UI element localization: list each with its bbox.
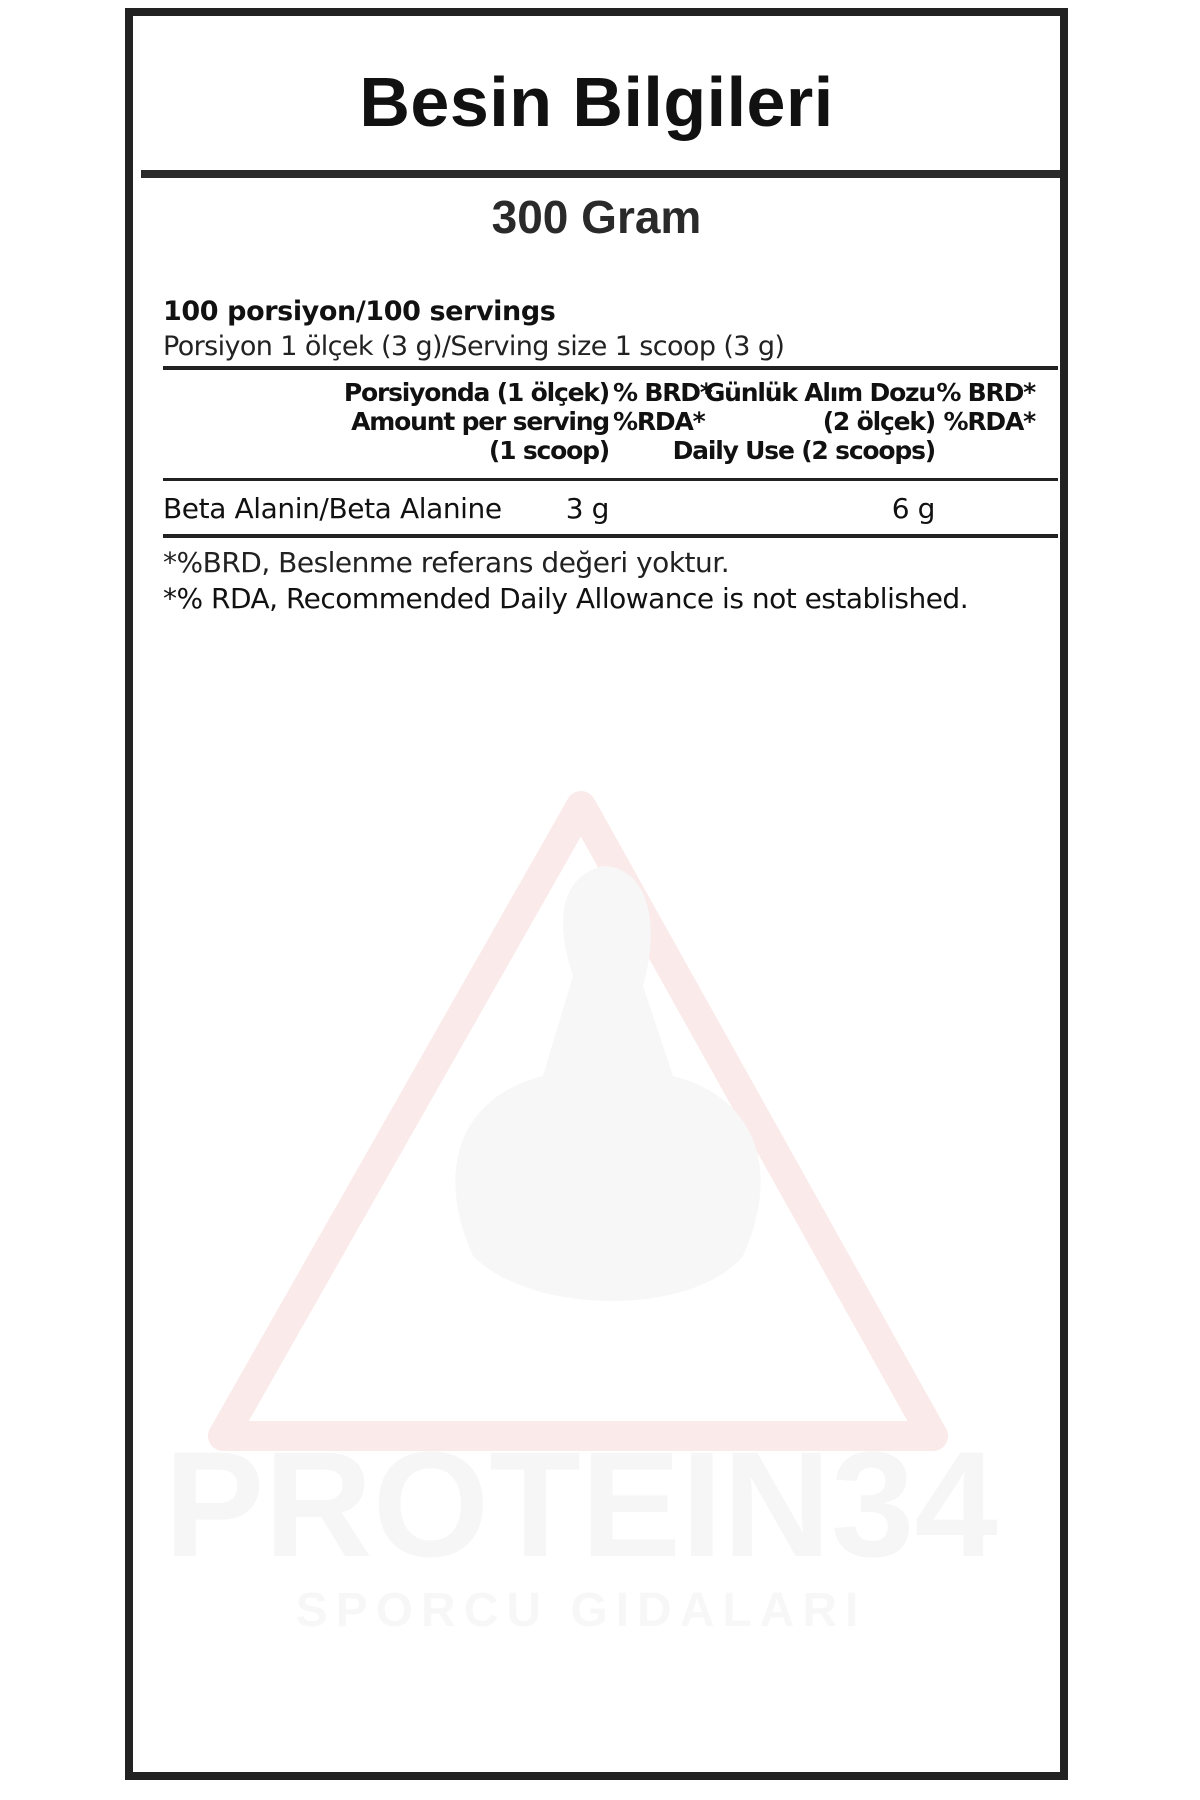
table-bottom-rule — [163, 534, 1058, 538]
header-percent-2 — [936, 378, 1035, 436]
header-line: Porsiyonda (1 ölçek) — [343, 378, 609, 407]
nutrient-name: Beta Alanin/Beta Alanine — [163, 492, 502, 525]
nutrient-daily: 6 g — [891, 492, 935, 525]
header-line: % BRD* — [613, 378, 712, 407]
watermark-brand: PROTEIN34 — [164, 1420, 998, 1588]
footnote-brd: *%BRD, Beslenme referans değeri yoktur. — [163, 546, 730, 579]
nutrition-label — [125, 8, 1068, 1780]
table-top-rule — [163, 366, 1058, 370]
nutrient-per-serving: 3 g — [565, 492, 609, 525]
label-title: Besin Bilgileri — [359, 63, 834, 141]
header-line: Günlük Alım Dozu — [704, 378, 935, 407]
header-line: (2 ölçek) — [822, 407, 935, 436]
watermark-tagline: SPORCU GIDALARI — [295, 1584, 867, 1637]
header-daily-use — [673, 378, 935, 465]
serving-size: Porsiyon 1 ölçek (3 g)/Serving size 1 scoop (3 g) — [163, 331, 785, 362]
header-line: % BRD* — [936, 378, 1035, 407]
header-bottom-rule — [163, 478, 1058, 481]
header-line: (1 scoop) — [488, 436, 609, 465]
footnote-rda: *% RDA, Recommended Daily Allowance is not established. — [163, 582, 969, 615]
header-line: Daily Use (2 scoops) — [672, 436, 935, 465]
servings-count: 100 porsiyon/100 servings — [163, 296, 556, 327]
header-line: %RDA* — [943, 407, 1035, 436]
header-amount-per-serving — [344, 378, 609, 465]
watermark-logo — [133, 16, 1060, 1772]
header-line: Amount per serving — [351, 407, 609, 436]
title-divider — [141, 170, 1060, 178]
net-weight: 300 Gram — [491, 191, 702, 243]
header-line: %RDA* — [613, 407, 705, 436]
